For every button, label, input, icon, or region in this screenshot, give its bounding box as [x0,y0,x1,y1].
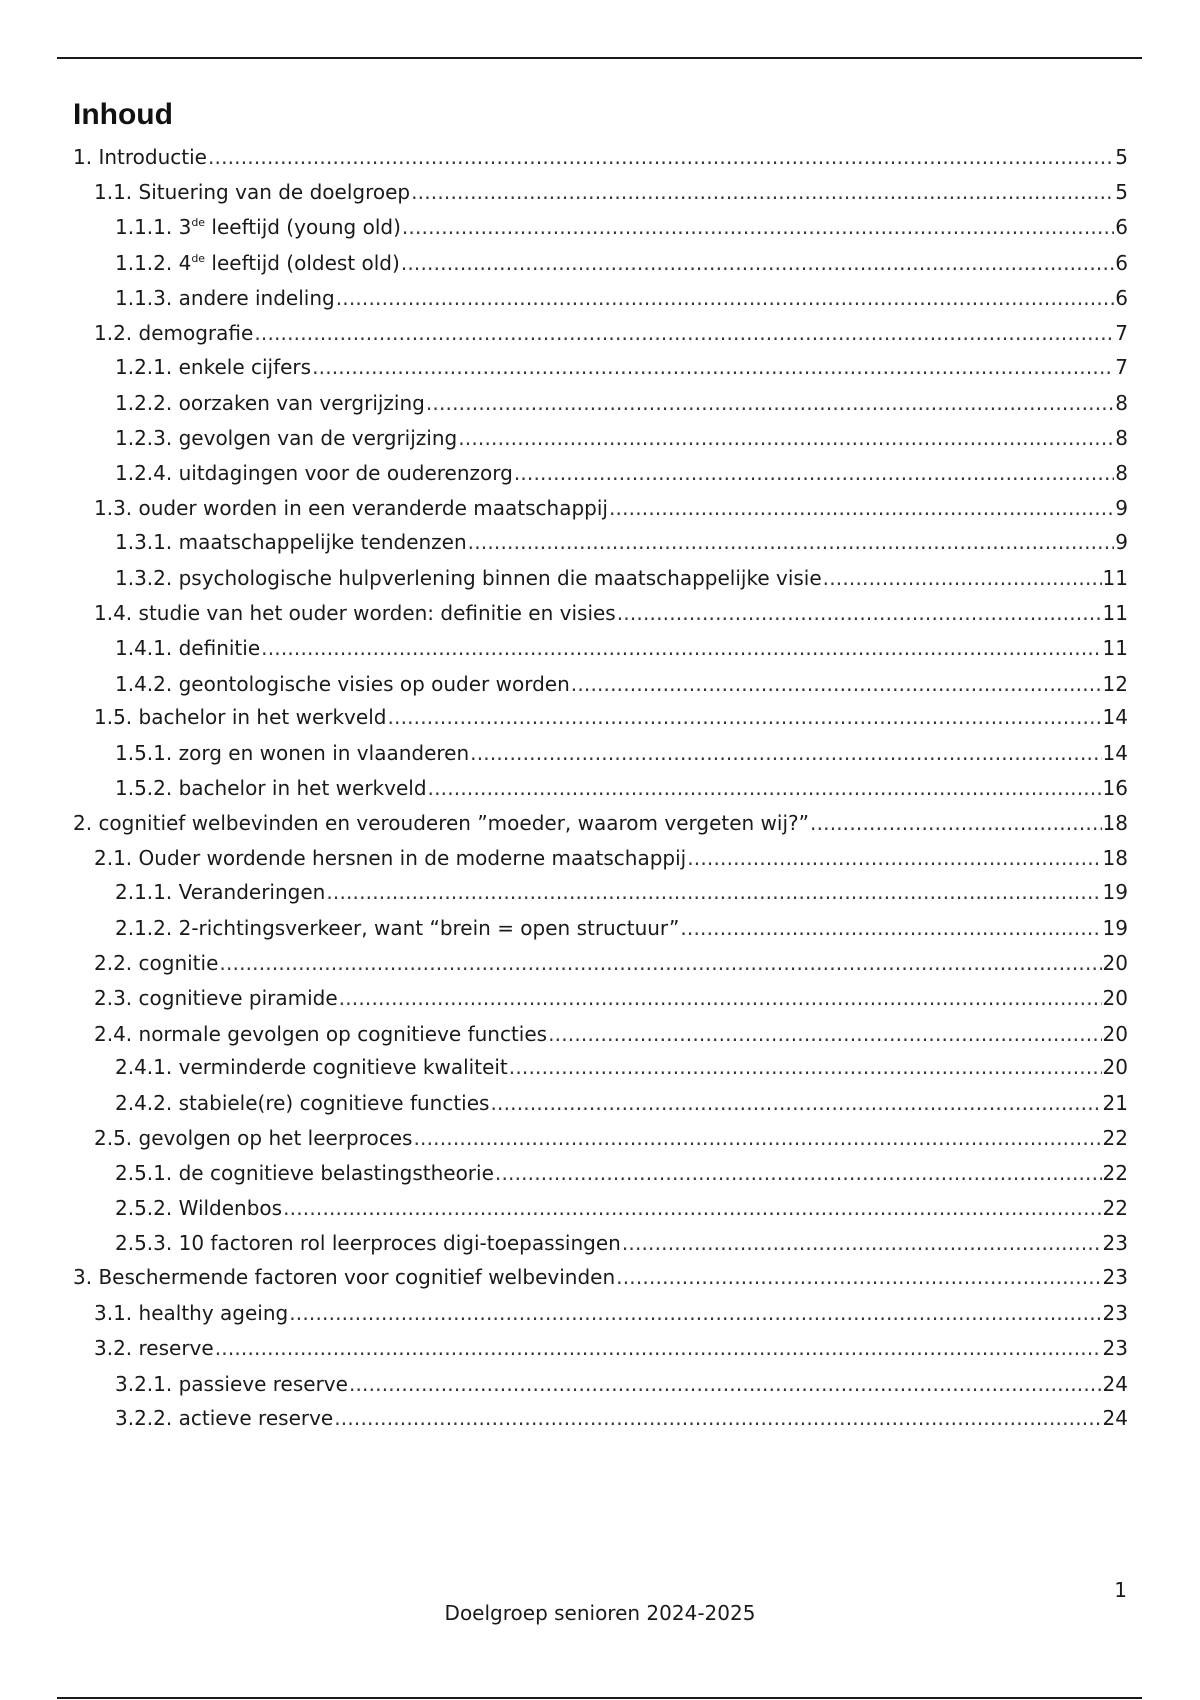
toc-entry-title: 1.3. ouder worden in een veranderde maatschappij [94,496,608,520]
toc-entry-title: 1.2.2. oorzaken van vergrijzing [115,391,425,415]
toc-entry-page: 20 [1102,1055,1128,1079]
toc-entry[interactable] [73,355,1128,385]
toc-entry[interactable] [73,1091,1128,1121]
dot-leader [622,1231,1102,1255]
toc-entry[interactable] [73,566,1128,596]
toc-entry-page: 19 [1102,916,1128,940]
dot-leader [349,1372,1102,1396]
toc-entry-page: 14 [1102,705,1128,729]
toc-entry[interactable] [73,1301,1128,1331]
toc-entry-page: 6 [1115,286,1128,310]
toc-entry-page: 24 [1102,1406,1128,1430]
dot-leader [609,496,1114,520]
toc-entry[interactable] [73,986,1128,1016]
toc-entry[interactable] [73,215,1128,245]
toc-entry-title: 2.2. cognitie [94,951,219,975]
toc-entry-page: 6 [1115,251,1128,275]
toc-entry[interactable] [73,1022,1128,1052]
toc-entry-page: 20 [1102,951,1128,975]
toc-entry-title: 1.4.1. definitie [115,636,261,660]
toc-entry-page: 22 [1102,1161,1128,1185]
toc-entry-title: 3.2.2. actieve reserve [115,1406,334,1430]
dot-leader [254,321,1114,345]
toc-entry[interactable] [73,530,1128,560]
toc-entry[interactable] [73,286,1128,316]
toc-entry-page: 20 [1102,986,1128,1010]
toc-entry[interactable] [73,1265,1128,1295]
toc-entry-page: 5 [1115,180,1128,204]
toc-entry-title: 2.5.3. 10 factoren rol leerproces digi-toepassingen [115,1231,621,1255]
toc-entry-page: 7 [1115,355,1128,379]
toc-entry[interactable] [73,1336,1128,1366]
toc-entry[interactable] [73,145,1128,175]
dot-leader [401,251,1114,275]
dot-leader [823,566,1102,590]
toc-entry-title: 1.1. Situering van de doelgroep [94,180,411,204]
toc-entry-page: 20 [1102,1022,1128,1046]
dot-leader [470,741,1101,765]
toc-entry[interactable] [73,391,1128,421]
toc-entry-title: 2.4.2. stabiele(re) cognitieve functies [115,1091,490,1115]
toc-entry-title: 2.1.2. 2-richtingsverkeer, want “brein = open structuur” [115,916,680,940]
page-number: 1 [1114,1578,1127,1602]
dot-leader [411,180,1114,204]
toc-entry-title: 3.2. reserve [94,1336,214,1360]
toc-entry-title: 2.1. Ouder wordende hersnen in de moderne maatschappij [94,846,687,870]
toc-entry-title: 1.2.3. gevolgen van de vergrijzing [115,426,458,450]
toc-entry-title: 1.5.2. bachelor in het werkveld [115,776,427,800]
toc-entry-title: 1.2.1. enkele cijfers [115,355,312,379]
toc-entry-title: 3. Beschermende factoren voor cognitief welbevinden [73,1265,616,1289]
toc-entry[interactable] [73,811,1128,841]
dot-leader [336,286,1115,310]
toc-entry-page: 18 [1102,846,1128,870]
toc-entry-title: 2.1.1. Veranderingen [115,880,326,904]
toc-entry-title: 1.1.3. andere indeling [115,286,335,310]
toc-entry[interactable] [73,1161,1128,1191]
toc-entry-title: 1. Introductie [73,145,207,169]
toc-entry[interactable] [73,1055,1128,1085]
toc-entry-title: 2. cognitief welbevinden en verouderen ”moeder, waarom vergeten wij?” [73,811,810,835]
toc-entry[interactable] [73,846,1128,876]
dot-leader [495,1161,1102,1185]
dot-leader [283,1196,1101,1220]
toc-entry[interactable] [73,776,1128,806]
toc-entry-page: 22 [1102,1126,1128,1150]
toc-entry-title: 2.5.2. Wildenbos [115,1196,283,1220]
dot-leader [548,1022,1101,1046]
toc-entry-page: 18 [1102,811,1128,835]
toc-entry-page: 9 [1115,530,1128,554]
dot-leader [616,1265,1101,1289]
toc-entry-title: 2.3. cognitieve piramide [94,986,338,1010]
toc-entry-page: 7 [1115,321,1128,345]
toc-entry-page: 12 [1102,672,1128,696]
toc-entry[interactable] [73,601,1128,631]
toc-entry[interactable] [73,741,1128,771]
dot-leader [514,461,1114,485]
toc-entry-page: 16 [1102,776,1128,800]
ordinal-superscript: de [191,252,206,265]
toc-entry-page: 9 [1115,496,1128,520]
toc-entry[interactable] [73,880,1128,910]
dot-leader [617,601,1102,625]
toc-entry[interactable] [73,1196,1128,1226]
ordinal-superscript: de [191,216,206,229]
dot-leader [687,846,1101,870]
toc-entry-page: 5 [1115,145,1128,169]
toc-entry-title: 1.4.2. geontologische visies op ouder worden [115,672,570,696]
toc-entry-page: 19 [1102,880,1128,904]
toc-entry-page: 24 [1102,1372,1128,1396]
toc-entry-title: 2.4.1. verminderde cognitieve kwaliteit [115,1055,508,1079]
toc-entry-title: 2.4. normale gevolgen op cognitieve functies [94,1022,548,1046]
dot-leader [402,215,1114,239]
dot-leader [219,951,1101,975]
dot-leader [261,636,1101,660]
toc-entry[interactable] [73,1372,1128,1402]
toc-entry-page: 21 [1102,1091,1128,1115]
toc-entry[interactable] [73,496,1128,526]
toc-entry-title: 1.2.4. uitdagingen voor de ouderenzorg [115,461,513,485]
dot-leader [387,705,1101,729]
toc-entry-page: 8 [1115,391,1128,415]
dot-leader [208,145,1114,169]
dot-leader [215,1336,1102,1360]
toc-entry-title: 1.1.2. 4de leeftijd (oldest old) [115,251,400,275]
dot-leader [468,530,1115,554]
dot-leader [289,1301,1101,1325]
dot-leader [458,426,1114,450]
dot-leader [339,986,1102,1010]
toc-heading: Inhoud [73,98,173,131]
toc-entry-title: 1.5.1. zorg en wonen in vlaanderen [115,741,470,765]
toc-entry-title: 1.5. bachelor in het werkveld [94,705,387,729]
toc-entry[interactable] [73,180,1128,210]
toc-entry[interactable] [73,705,1128,735]
toc-entry[interactable] [73,672,1128,702]
toc-entry-title: 2.5. gevolgen op het leerproces [94,1126,413,1150]
toc-entry[interactable] [73,951,1128,981]
dot-leader [326,880,1101,904]
toc-entry[interactable] [73,1406,1128,1436]
toc-entry-page: 23 [1102,1336,1128,1360]
toc-entry-page: 14 [1102,741,1128,765]
toc-entry[interactable] [73,426,1128,456]
dot-leader [680,916,1101,940]
toc-entry-page: 6 [1115,215,1128,239]
footer-text: Doelgroep senioren 2024-2025 [444,1601,756,1625]
toc-entry-title: 1.3.1. maatschappelijke tendenzen [115,530,467,554]
dot-leader [490,1091,1101,1115]
toc-entry-title: 1.3.2. psychologische hulpverlening binnen die maatschappelijke visie [115,566,822,590]
toc-entry-page: 22 [1102,1196,1128,1220]
dot-leader [428,776,1102,800]
header-rule [57,57,1142,59]
dot-leader [571,672,1102,696]
toc-entry-page: 23 [1102,1231,1128,1255]
toc-entry-page: 23 [1102,1301,1128,1325]
dot-leader [810,811,1102,835]
toc-entry[interactable] [73,251,1128,281]
toc-entry-title: 3.2.1. passieve reserve [115,1372,348,1396]
toc-entry[interactable] [73,321,1128,351]
toc-entry[interactable] [73,1126,1128,1156]
dot-leader [334,1406,1101,1430]
dot-leader [312,355,1114,379]
footer-rule [57,1697,1142,1699]
toc-entry-page: 8 [1115,461,1128,485]
dot-leader [426,391,1114,415]
toc-entry-title: 1.2. demografie [94,321,254,345]
dot-leader [413,1126,1101,1150]
toc-entry-title: 3.1. healthy ageing [94,1301,289,1325]
toc-entry[interactable] [73,916,1128,946]
toc-entry-page: 11 [1102,566,1128,590]
toc-entry-title: 1.1.1. 3de leeftijd (young old) [115,215,401,239]
toc-entry[interactable] [73,461,1128,491]
toc-entry-page: 8 [1115,426,1128,450]
toc-entry[interactable] [73,636,1128,666]
dot-leader [509,1055,1102,1079]
toc-entry-title: 2.5.1. de cognitieve belastingstheorie [115,1161,494,1185]
toc-entry-page: 11 [1102,636,1128,660]
toc-entry-page: 23 [1102,1265,1128,1289]
toc-entry-title: 1.4. studie van het ouder worden: definitie en visies [94,601,616,625]
toc-entry[interactable] [73,1231,1128,1261]
toc-entry-page: 11 [1102,601,1128,625]
